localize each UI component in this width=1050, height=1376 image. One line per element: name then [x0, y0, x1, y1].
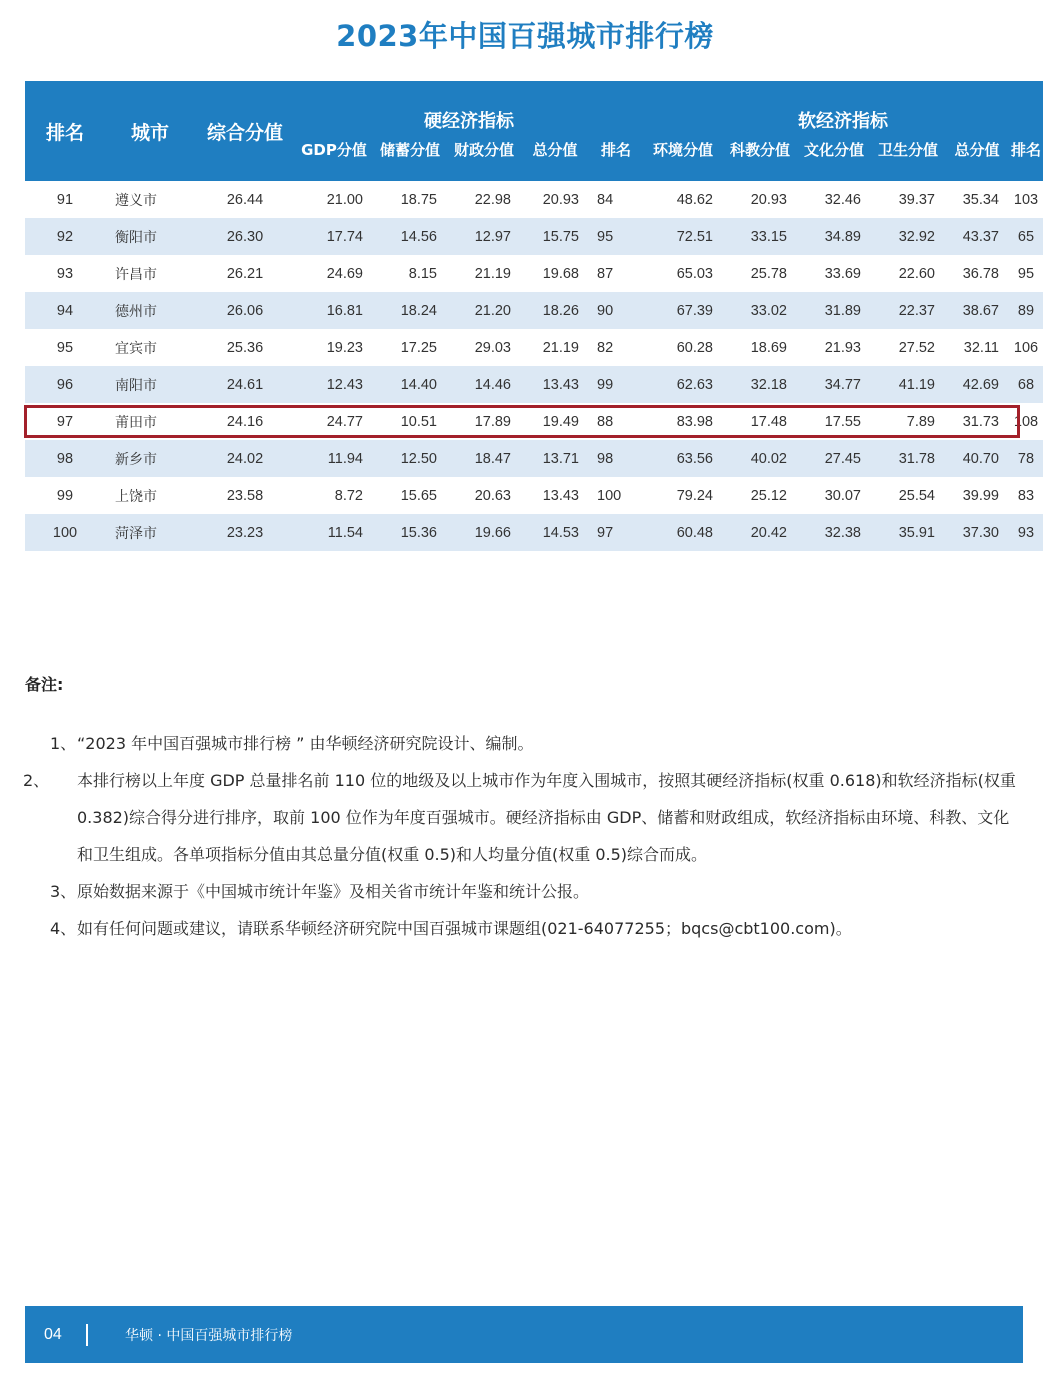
cell-soft-total: 31.73: [945, 403, 1009, 440]
cell-health: 35.91: [871, 514, 945, 551]
cell-env: 60.28: [643, 329, 723, 366]
table-row: [25, 292, 1043, 329]
cell-edu: 40.02: [723, 440, 797, 477]
cell-soft-total: 32.11: [945, 329, 1009, 366]
cell-gdp: 11.54: [295, 514, 373, 551]
table-row-highlighted: [25, 403, 1043, 440]
cell-env: 67.39: [643, 292, 723, 329]
header-savings: 储蓄分值: [373, 137, 447, 181]
cell-composite: 26.21: [195, 255, 295, 292]
cell-hard-rank: 90: [589, 292, 643, 329]
cell-env: 60.48: [643, 514, 723, 551]
cell-rank: 91: [25, 181, 105, 218]
cell-soft-total: 43.37: [945, 218, 1009, 255]
cell-fiscal: 29.03: [447, 329, 521, 366]
cell-hard-rank: 97: [589, 514, 643, 551]
cell-rank: 96: [25, 366, 105, 403]
table-row: [25, 218, 1043, 255]
cell-env: 48.62: [643, 181, 723, 218]
cell-health: 32.92: [871, 218, 945, 255]
header-hard-rank: 排名: [589, 137, 643, 181]
cell-soft-rank: 68: [1009, 366, 1043, 403]
cell-rank: 98: [25, 440, 105, 477]
cell-gdp: 17.74: [295, 218, 373, 255]
cell-rank: 97: [25, 403, 105, 440]
cell-rank: 93: [25, 255, 105, 292]
cell-hard-total: 18.26: [521, 292, 589, 329]
header-education: 科教分值: [723, 137, 797, 181]
cell-hard-rank: 88: [589, 403, 643, 440]
header-culture: 文化分值: [797, 137, 871, 181]
cell-soft-rank: 106: [1009, 329, 1043, 366]
cell-savings: 17.25: [373, 329, 447, 366]
cell-edu: 17.48: [723, 403, 797, 440]
cell-gdp: 12.43: [295, 366, 373, 403]
cell-composite: 24.61: [195, 366, 295, 403]
cell-culture: 34.77: [797, 366, 871, 403]
cell-savings: 15.36: [373, 514, 447, 551]
header-fiscal: 财政分值: [447, 137, 521, 181]
footer-divider: [86, 1324, 88, 1346]
notes-title: 备注:: [25, 675, 64, 694]
header-hard-total: 总分值: [521, 137, 589, 181]
note-item: 4、如有任何问题或建议，请联系华顿经济研究院中国百强城市课题组(021-64077255；bqcs@cbt100.com)。: [50, 919, 852, 938]
cell-health: 31.78: [871, 440, 945, 477]
cell-soft-rank: 78: [1009, 440, 1043, 477]
header-soft-total: 总分值: [945, 137, 1009, 181]
cell-fiscal: 20.63: [447, 477, 521, 514]
cell-hard-total: 19.49: [521, 403, 589, 440]
cell-hard-rank: 82: [589, 329, 643, 366]
cell-soft-total: 42.69: [945, 366, 1009, 403]
cell-hard-total: 19.68: [521, 255, 589, 292]
cell-fiscal: 14.46: [447, 366, 521, 403]
cell-composite: 23.23: [195, 514, 295, 551]
cell-fiscal: 22.98: [447, 181, 521, 218]
cell-edu: 20.42: [723, 514, 797, 551]
cell-edu: 18.69: [723, 329, 797, 366]
cell-soft-rank: 83: [1009, 477, 1043, 514]
cell-hard-rank: 100: [589, 477, 643, 514]
cell-culture: 30.07: [797, 477, 871, 514]
cell-culture: 33.69: [797, 255, 871, 292]
cell-health: 27.52: [871, 329, 945, 366]
cell-hard-total: 14.53: [521, 514, 589, 551]
cell-city: 许昌市: [105, 255, 195, 292]
cell-city: 遵义市: [105, 181, 195, 218]
cell-fiscal: 18.47: [447, 440, 521, 477]
cell-culture: 32.38: [797, 514, 871, 551]
cell-hard-total: 13.71: [521, 440, 589, 477]
cell-edu: 33.15: [723, 218, 797, 255]
cell-env: 63.56: [643, 440, 723, 477]
cell-hard-rank: 84: [589, 181, 643, 218]
cell-env: 79.24: [643, 477, 723, 514]
header-soft-rank: 排名: [1009, 137, 1043, 181]
note-item: 3、原始数据来源于《中国城市统计年鉴》及相关省市统计年鉴和统计公报。: [50, 882, 590, 901]
cell-culture: 27.45: [797, 440, 871, 477]
cell-composite: 26.44: [195, 181, 295, 218]
cell-city: 莆田市: [105, 403, 195, 440]
cell-city: 上饶市: [105, 477, 195, 514]
cell-fiscal: 21.19: [447, 255, 521, 292]
table-row: [25, 477, 1043, 514]
cell-rank: 95: [25, 329, 105, 366]
cell-hard-total: 13.43: [521, 366, 589, 403]
cell-composite: 25.36: [195, 329, 295, 366]
header-composite: 综合分值: [195, 81, 295, 181]
cell-savings: 15.65: [373, 477, 447, 514]
cell-city: 宜宾市: [105, 329, 195, 366]
cell-composite: 24.16: [195, 403, 295, 440]
cell-culture: 32.46: [797, 181, 871, 218]
cell-hard-rank: 87: [589, 255, 643, 292]
header-hard-economy: 硬经济指标: [295, 81, 643, 137]
note-item: 2、 本排行榜以上年度 GDP 总量排名前 110 位的地级及以上城市作为年度入围城市，按照其硬经济指标(权重 0.618)和软经济指标(权重 0.382)综合得分进行排序，取前 100 位作为年度百强城市。硬经济指标由 GDP、储蓄和财政组成，软经济指标由环境、科教、文化和卫生组成。各单项指标分值由其总量分值(权重 0.5)和人均量分值(权重 0.5)综合而成。: [23, 771, 1016, 864]
table-row: [25, 181, 1043, 218]
cell-city: 菏泽市: [105, 514, 195, 551]
cell-culture: 17.55: [797, 403, 871, 440]
cell-culture: 34.89: [797, 218, 871, 255]
cell-composite: 24.02: [195, 440, 295, 477]
cell-city: 衡阳市: [105, 218, 195, 255]
table-row: [25, 514, 1043, 551]
header-city: 城市: [105, 81, 195, 181]
header-gdp: GDP分值: [295, 137, 373, 181]
cell-soft-total: 35.34: [945, 181, 1009, 218]
page-footer: [25, 1306, 1023, 1363]
header-health: 卫生分值: [871, 137, 945, 181]
cell-savings: 12.50: [373, 440, 447, 477]
ranking-table-container: [25, 81, 1041, 551]
cell-hard-rank: 98: [589, 440, 643, 477]
cell-edu: 32.18: [723, 366, 797, 403]
cell-gdp: 21.00: [295, 181, 373, 218]
cell-gdp: 24.77: [295, 403, 373, 440]
cell-health: 39.37: [871, 181, 945, 218]
cell-hard-total: 15.75: [521, 218, 589, 255]
cell-hard-rank: 99: [589, 366, 643, 403]
cell-fiscal: 17.89: [447, 403, 521, 440]
cell-composite: 23.58: [195, 477, 295, 514]
page-number: 04: [44, 1325, 62, 1343]
table-row: [25, 366, 1043, 403]
cell-city: 新乡市: [105, 440, 195, 477]
cell-soft-rank: 93: [1009, 514, 1043, 551]
cell-hard-total: 21.19: [521, 329, 589, 366]
publication-name: 华顿 · 中国百强城市排行榜: [125, 1327, 293, 1344]
table-body: [25, 181, 1043, 551]
cell-soft-total: 39.99: [945, 477, 1009, 514]
cell-env: 72.51: [643, 218, 723, 255]
cell-gdp: 19.23: [295, 329, 373, 366]
cell-city: 德州市: [105, 292, 195, 329]
cell-savings: 14.56: [373, 218, 447, 255]
cell-gdp: 11.94: [295, 440, 373, 477]
cell-soft-rank: 65: [1009, 218, 1043, 255]
cell-health: 22.37: [871, 292, 945, 329]
cell-city: 南阳市: [105, 366, 195, 403]
cell-env: 65.03: [643, 255, 723, 292]
cell-edu: 33.02: [723, 292, 797, 329]
cell-savings: 18.24: [373, 292, 447, 329]
cell-gdp: 8.72: [295, 477, 373, 514]
cell-edu: 25.78: [723, 255, 797, 292]
cell-soft-rank: 103: [1009, 181, 1043, 218]
note-item: 1、“2023 年中国百强城市排行榜 ” 由华顿经济研究院设计、编制。: [50, 734, 534, 753]
cell-soft-rank: 89: [1009, 292, 1043, 329]
table-row: [25, 329, 1043, 366]
cell-culture: 21.93: [797, 329, 871, 366]
cell-soft-rank: 95: [1009, 255, 1043, 292]
table-row: [25, 440, 1043, 477]
cell-soft-total: 36.78: [945, 255, 1009, 292]
cell-gdp: 24.69: [295, 255, 373, 292]
table-row: [25, 255, 1043, 292]
cell-rank: 100: [25, 514, 105, 551]
cell-health: 41.19: [871, 366, 945, 403]
cell-rank: 92: [25, 218, 105, 255]
cell-hard-total: 13.43: [521, 477, 589, 514]
cell-edu: 25.12: [723, 477, 797, 514]
cell-hard-total: 20.93: [521, 181, 589, 218]
cell-savings: 14.40: [373, 366, 447, 403]
cell-edu: 20.93: [723, 181, 797, 218]
notes-section: [25, 672, 1025, 947]
cell-culture: 31.89: [797, 292, 871, 329]
header-rank: 排名: [25, 81, 105, 181]
cell-health: 22.60: [871, 255, 945, 292]
cell-savings: 18.75: [373, 181, 447, 218]
cell-hard-rank: 95: [589, 218, 643, 255]
cell-health: 25.54: [871, 477, 945, 514]
cell-fiscal: 12.97: [447, 218, 521, 255]
cell-soft-total: 40.70: [945, 440, 1009, 477]
cell-savings: 8.15: [373, 255, 447, 292]
cell-gdp: 16.81: [295, 292, 373, 329]
cell-fiscal: 21.20: [447, 292, 521, 329]
cell-health: 7.89: [871, 403, 945, 440]
header-environment: 环境分值: [643, 137, 723, 181]
cell-rank: 99: [25, 477, 105, 514]
cell-composite: 26.06: [195, 292, 295, 329]
cell-env: 83.98: [643, 403, 723, 440]
cell-soft-total: 37.30: [945, 514, 1009, 551]
cell-fiscal: 19.66: [447, 514, 521, 551]
cell-savings: 10.51: [373, 403, 447, 440]
cell-composite: 26.30: [195, 218, 295, 255]
cell-soft-rank: 108: [1009, 403, 1043, 440]
ranking-table: [25, 81, 1043, 551]
cell-soft-total: 38.67: [945, 292, 1009, 329]
cell-env: 62.63: [643, 366, 723, 403]
cell-rank: 94: [25, 292, 105, 329]
page-title: 2023年中国百强城市排行榜: [336, 19, 714, 53]
header-soft-economy: 软经济指标: [643, 81, 1043, 137]
